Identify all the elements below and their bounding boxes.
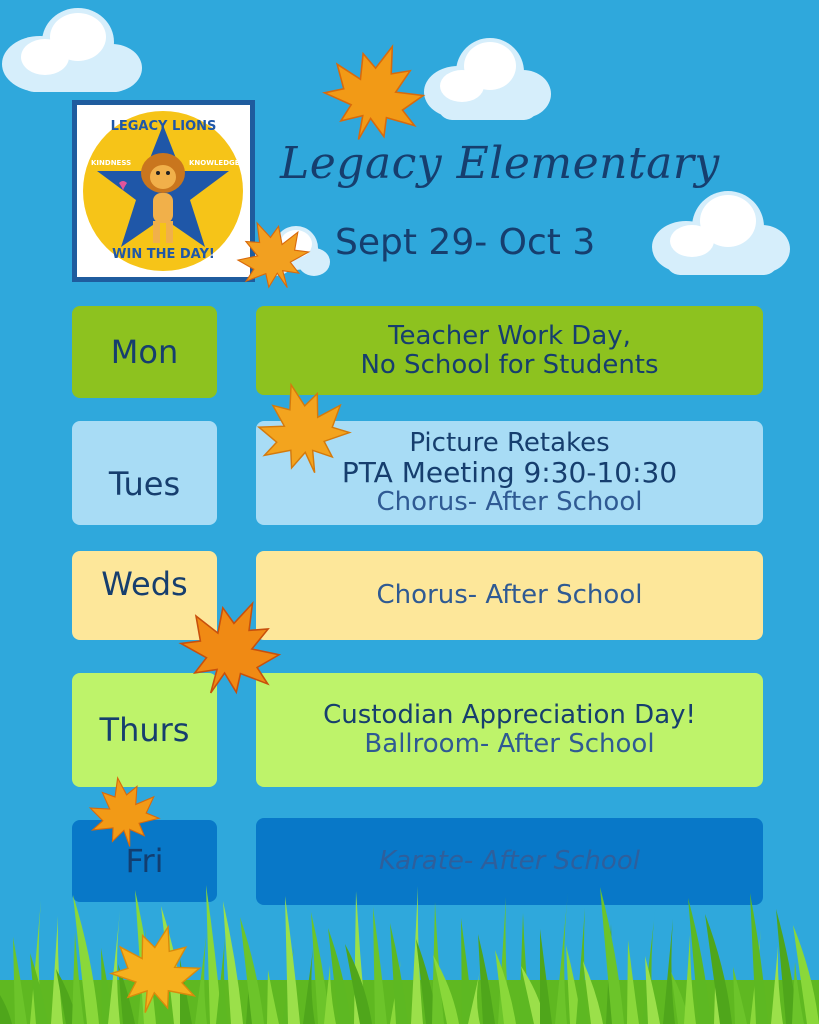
day-text: Weds xyxy=(101,565,188,603)
grass-blade xyxy=(519,913,531,1024)
school-title: Legacy Elementary xyxy=(280,138,720,189)
day-label-mon xyxy=(72,306,217,398)
event-line: Chorus- After School xyxy=(376,487,643,518)
event-line: Chorus- After School xyxy=(376,580,643,611)
grass-blade xyxy=(373,907,387,1024)
logo-top-text: LEGACY LIONS xyxy=(110,119,217,134)
grass-blade xyxy=(576,908,588,1024)
maple-leaf-icon xyxy=(80,768,168,860)
maple-leaf-icon xyxy=(168,588,293,713)
day-text: Mon xyxy=(110,333,179,371)
cloud-icon xyxy=(418,30,553,130)
cloud-icon xyxy=(0,2,145,102)
event-card-thurs xyxy=(256,673,763,787)
maple-leaf-icon xyxy=(312,38,437,153)
event-line: Teacher Work Day, xyxy=(388,320,631,351)
event-line: Ballroom- After School xyxy=(364,729,655,759)
grass-blade xyxy=(432,902,444,1024)
logo-right-word: KNOWLEDGE xyxy=(189,159,240,167)
event-card-weds xyxy=(256,551,763,640)
maple-leaf-icon xyxy=(100,920,212,1024)
logo-left-word: KINDNESS xyxy=(91,159,132,167)
day-text: Fri xyxy=(125,842,164,880)
maple-leaf-icon xyxy=(246,372,361,490)
event-line: Custodian Appreciation Day! xyxy=(323,700,696,731)
logo-bottom-text: WIN THE DAY! xyxy=(112,247,215,262)
maple-leaf-icon xyxy=(228,212,318,302)
grass-blade xyxy=(51,916,63,1024)
cloud-icon xyxy=(648,185,793,285)
grass-blade xyxy=(663,919,675,1024)
day-label-tues xyxy=(72,421,217,525)
grass-blade xyxy=(540,929,552,1024)
event-line: PTA Meeting 9:30-10:30 xyxy=(341,455,678,489)
day-text: Thurs xyxy=(99,711,190,749)
event-line: Picture Retakes xyxy=(409,428,610,458)
event-line: No School for Students xyxy=(360,349,659,380)
day-text: Tues xyxy=(108,465,181,503)
week-dates: Sept 29- Oct 3 xyxy=(335,222,596,263)
event-line: Karate- After School xyxy=(379,846,640,877)
